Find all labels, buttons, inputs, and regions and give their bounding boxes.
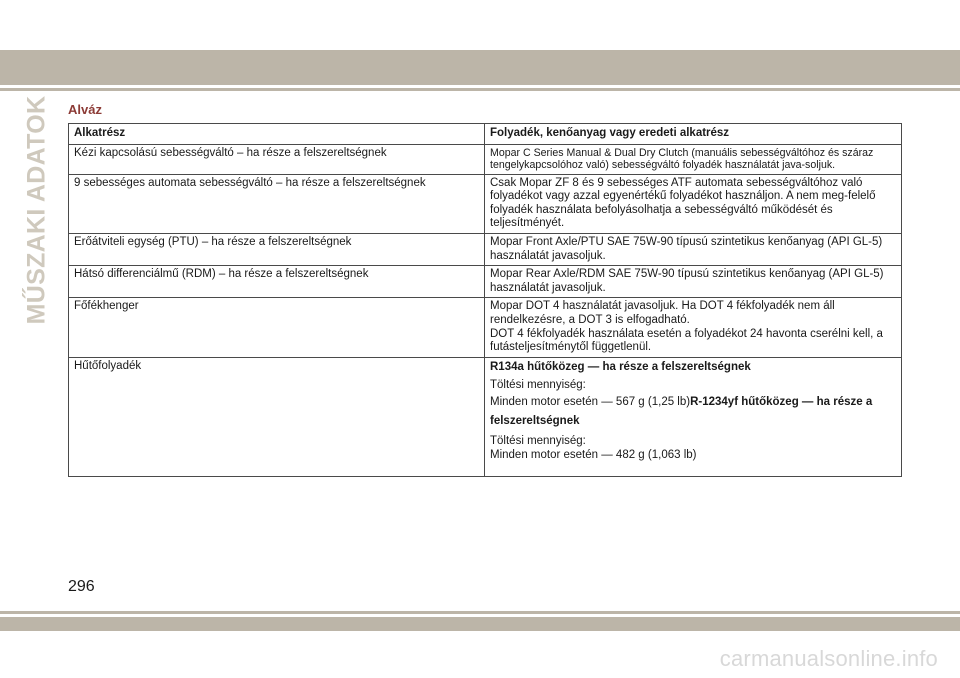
table-row — [69, 144, 902, 174]
fluid-cell: Csak Mopar ZF 8 és 9 sebességes ATF automata sebességváltóhoz való folyadékot vagy azzal egyenértékű folyadékot használjon. A nem meg-felelő folyadék használata befolyásolhatja a sebességváltó működését és teljesítményét. — [485, 174, 902, 233]
fill-label: Töltési mennyiség: — [490, 434, 586, 447]
r1234yf-title: R-1234yf hűtőközeg — ha része a felszereltségnek — [490, 395, 873, 427]
table-header-row — [69, 124, 902, 145]
fluid-cell: Mopar Rear Axle/RDM SAE 75W-90 típusú szintetikus kenőanyag (API GL-5) használatát javasoljuk. — [485, 266, 902, 298]
fill-label: Töltési mennyiség: — [490, 379, 586, 392]
r134a-amount: Minden motor esetén — 567 g (1,25 lb) — [490, 395, 691, 408]
fluid-cell: Mopar Front Axle/PTU SAE 75W-90 típusú szintetikus kenőanyag (API GL-5) használatát javasoljuk. — [485, 233, 902, 265]
part-cell: 9 sebességes automata sebességváltó – ha része a felszereltségnek — [69, 174, 485, 233]
fluid-cell: Mopar C Series Manual & Dual Dry Clutch (manuális sebességváltóhoz és száraz tengelykapcsolóhoz való) sebességváltó folyadék használatát java-soljuk. — [485, 144, 902, 174]
chapter-side-tab-label: MŰSZAKI ADATOK — [22, 95, 51, 324]
table-row — [69, 357, 902, 476]
header-band — [0, 50, 960, 85]
footer-rule — [0, 611, 960, 614]
part-cell: Főfékhenger — [69, 298, 485, 357]
fluid-cell — [485, 357, 902, 476]
part-cell: Hűtőfolyadék — [69, 357, 485, 476]
part-cell: Kézi kapcsolású sebességváltó – ha része a felszereltségnek — [69, 144, 485, 174]
header-rule — [0, 88, 960, 91]
table-row — [69, 233, 902, 265]
r134a-title: R134a hűtőközeg — ha része a felszereltségnek — [490, 360, 751, 373]
page-number: 296 — [68, 578, 95, 595]
table-row — [69, 298, 902, 357]
table-row — [69, 174, 902, 233]
footer-band — [0, 617, 960, 631]
chapter-side-tab — [22, 95, 52, 324]
column-header-fluid: Folyadék, kenőanyag vagy eredeti alkatrész — [485, 124, 902, 145]
part-cell: Hátsó differenciálmű (RDM) – ha része a felszereltségnek — [69, 266, 485, 298]
column-header-part: Alkatrész — [69, 124, 485, 145]
brake-fluid-line: DOT 4 fékfolyadék használata esetén a folyadékot 24 havonta cserélni kell, a futásteljesítménytől függetlenül. — [490, 327, 883, 354]
brake-fluid-line: Mopar DOT 4 használatát javasoljuk. Ha DOT 4 fékfolyadék nem áll rendelkezésre, a DOT 3 is elfogadható. — [490, 300, 835, 326]
part-cell: Erőátviteli egység (PTU) – ha része a felszereltségnek — [69, 233, 485, 265]
fluid-cell — [485, 298, 902, 357]
chassis-fluids-table — [68, 123, 902, 477]
r134a-amount-line — [490, 393, 896, 431]
watermark: carmanualsonline.info — [719, 646, 938, 671]
r1234yf-amount: Minden motor esetén — 482 g (1,063 lb) — [490, 448, 697, 461]
section-title: Alváz — [68, 102, 102, 117]
table-row — [69, 266, 902, 298]
